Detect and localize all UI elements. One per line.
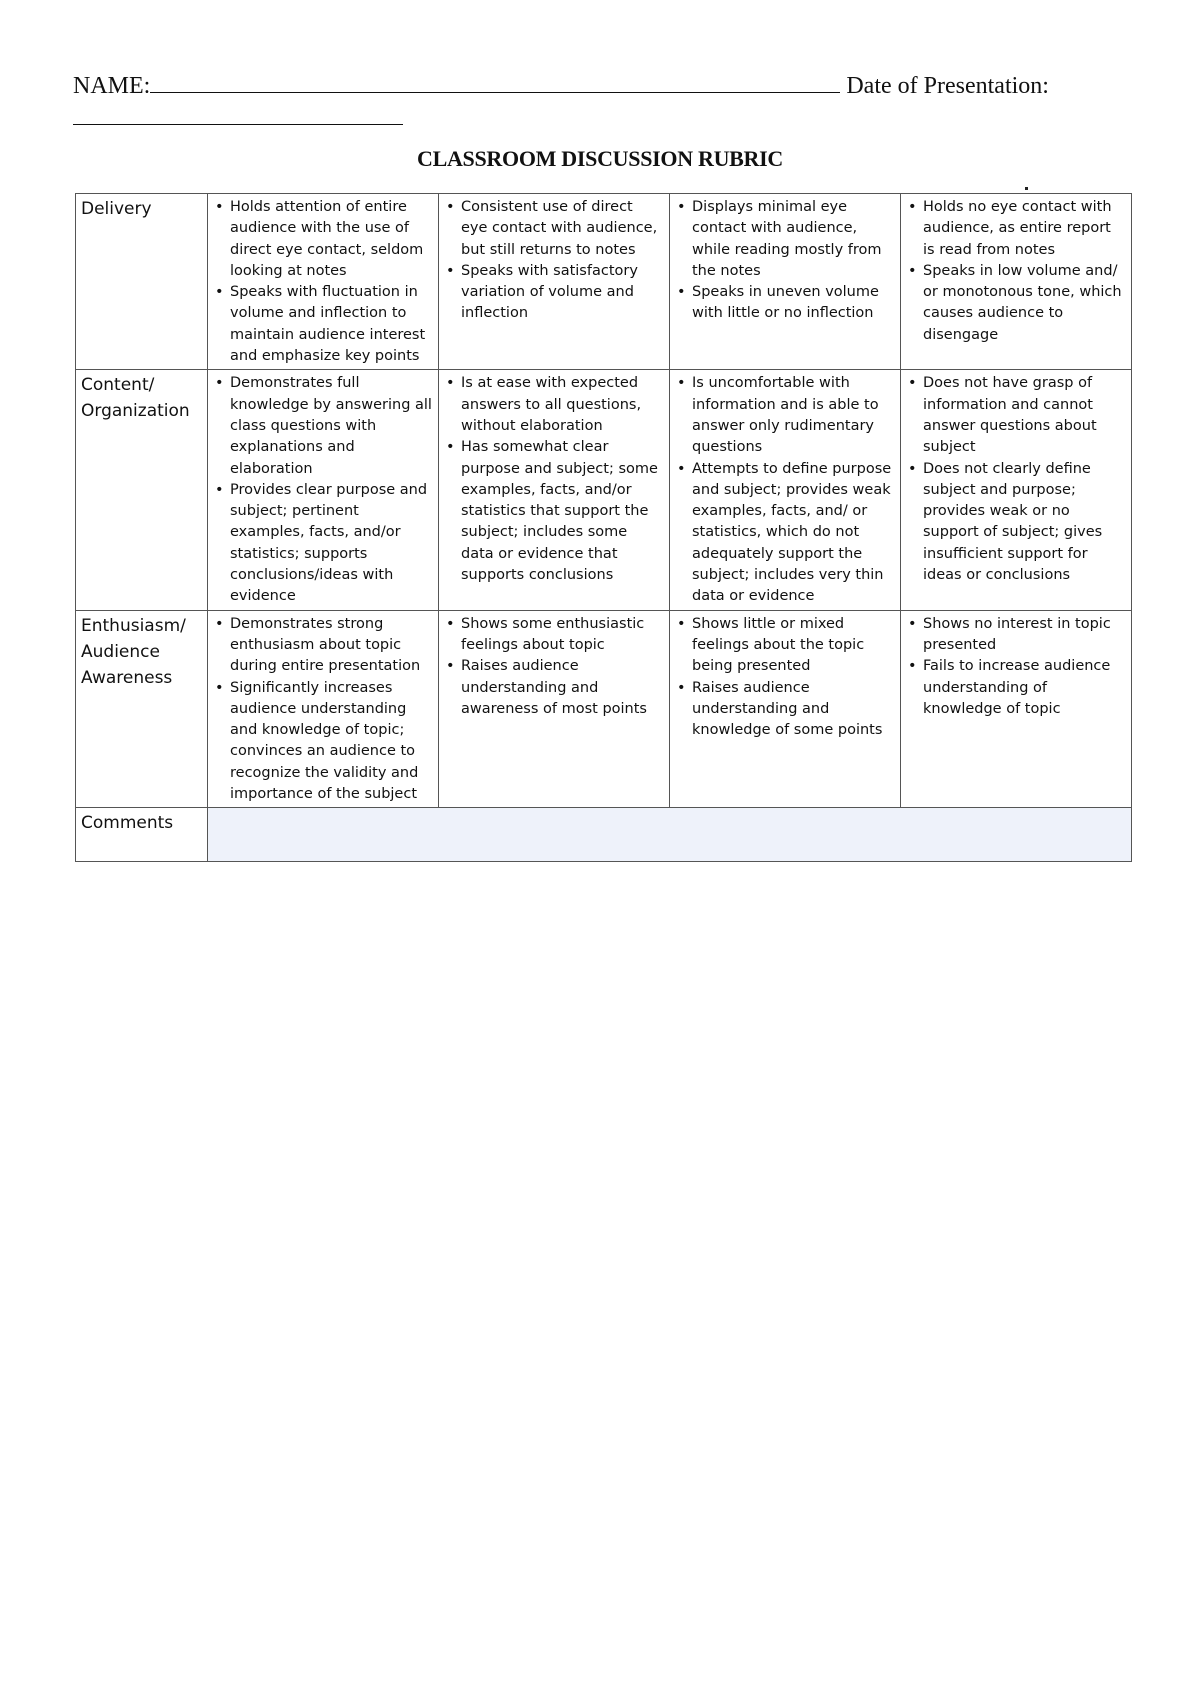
descriptor: • Shows no interest in topic presented (905, 614, 1125, 657)
descriptor: • Speaks in uneven volume with little or no inflection (674, 282, 894, 325)
rubric-row-content-organization (76, 370, 1132, 610)
descriptor: • Holds attention of entire audience with the use of direct eye contact, seldom looking at notes (212, 197, 432, 282)
level-cell (439, 370, 670, 610)
descriptor: • Provides clear purpose and subject; pertinent examples, facts, and/or statistics; supports conclusions/ideas with evidence (212, 480, 432, 608)
rubric-table (75, 193, 1132, 862)
level-cell (670, 370, 901, 610)
comments-label: Comments (76, 808, 208, 862)
descriptor: • Is at ease with expected answers to all questions, without elaboration (443, 373, 663, 437)
descriptor: • Raises audience understanding and knowledge of some points (674, 678, 894, 742)
rubric-row-delivery (76, 194, 1132, 370)
level-cell (208, 194, 439, 370)
criterion-cell: Delivery (76, 194, 208, 370)
date-of-presentation-label: Date of Presentation: (846, 73, 1049, 99)
descriptor: • Demonstrates strong enthusiasm about topic during entire presentation (212, 614, 432, 678)
criterion-cell: Content/ Organization (76, 370, 208, 610)
descriptor: • Consistent use of direct eye contact with audience, but still returns to notes (443, 197, 663, 261)
rubric-row-comments (76, 808, 1132, 862)
level-cell (439, 194, 670, 370)
descriptor: • Fails to increase audience understanding of knowledge of topic (905, 656, 1125, 720)
date-blank-line[interactable] (73, 124, 403, 125)
name-blank-line[interactable] (150, 70, 840, 93)
level-cell (208, 610, 439, 808)
rubric-row-enthusiasm-audience-awareness (76, 610, 1132, 808)
name-label: NAME: (73, 73, 151, 99)
descriptor: • Speaks with satisfactory variation of volume and inflection (443, 261, 663, 325)
comments-field[interactable] (208, 808, 1132, 862)
descriptor: • Shows little or mixed feelings about the topic being presented (674, 614, 894, 678)
level-cell (901, 194, 1132, 370)
descriptor: • Is uncomfortable with information and is able to answer only rudimentary questions (674, 373, 894, 458)
level-cell (670, 610, 901, 808)
descriptor: • Does not have grasp of information and cannot answer questions about subject (905, 373, 1125, 458)
descriptor: • Holds no eye contact with audience, as entire report is read from notes (905, 197, 1125, 261)
page-title: CLASSROOM DISCUSSION RUBRIC (417, 146, 783, 171)
descriptor: • Shows some enthusiastic feelings about topic (443, 614, 663, 657)
descriptor: • Speaks in low volume and/ or monotonous tone, which causes audience to disengage (905, 261, 1125, 346)
level-cell (670, 194, 901, 370)
descriptor: • Significantly increases audience understanding and knowledge of topic; convinces an audience to recognize the validity and importance of the subject (212, 678, 432, 806)
level-cell (901, 610, 1132, 808)
descriptor: • Demonstrates full knowledge by answering all class questions with explanations and elaboration (212, 373, 432, 479)
level-cell (901, 370, 1132, 610)
descriptor: • Does not clearly define subject and purpose; provides weak or no support of subject; gives insufficient support for ideas or conclusions (905, 459, 1125, 587)
stray-mark (1025, 187, 1028, 190)
descriptor: • Raises audience understanding and awareness of most points (443, 656, 663, 720)
descriptor: • Speaks with fluctuation in volume and inflection to maintain audience interest and emphasize key points (212, 282, 432, 367)
level-cell (439, 610, 670, 808)
descriptor: • Attempts to define purpose and subject; provides weak examples, facts, and/ or statistics, which do not adequately support the subject; includes very thin data or evidence (674, 459, 894, 608)
header-line (73, 70, 1133, 101)
level-cell (208, 370, 439, 610)
descriptor: • Has somewhat clear purpose and subject; some examples, facts, and/or statistics that support the subject; includes some data or evidence that supports conclusions (443, 437, 663, 586)
criterion-cell: Enthusiasm/ Audience Awareness (76, 610, 208, 808)
descriptor: • Displays minimal eye contact with audience, while reading mostly from the notes (674, 197, 894, 282)
